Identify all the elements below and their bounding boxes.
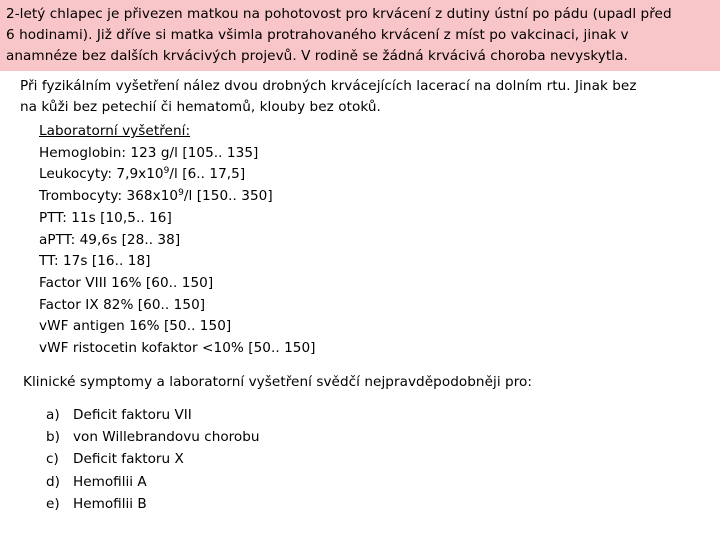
lab-tt: TT: 17s [16.. 18] (39, 253, 151, 270)
option-letter: e) (46, 495, 60, 512)
case-line-2: 6 hodinami). Již dříve si matka všimla protrahovaného krvácení z míst po vakcinaci, jinak v (6, 27, 629, 43)
case-description-box (0, 0, 720, 71)
lab-results (39, 121, 316, 360)
lab-leukocyty (39, 164, 316, 186)
option-letter: d) (46, 473, 60, 490)
lab-leukocyty-range: /l [6.. 17,5] (169, 166, 246, 183)
lab-trombocyty-value: Trombocyty: 368x10 (39, 188, 179, 205)
option-e (46, 493, 259, 515)
exam-line-1: Při fyzikálním vyšetření nález dvou drobných krvácejících lacerací na dolním rtu. Jinak bez (20, 78, 637, 94)
physical-exam-text (20, 76, 637, 118)
question-text: Klinické symptomy a laboratorní vyšetření svědčí nejpravděpodobněji pro: (23, 374, 533, 390)
lab-trombocyty-range: /l [150.. 350] (183, 188, 273, 205)
lab-trombocyty (39, 186, 316, 208)
option-b (46, 426, 259, 448)
option-text: Deficit faktoru X (73, 451, 184, 468)
option-text: Deficit faktoru VII (73, 407, 192, 423)
lab-aptt: aPTT: 49,6s [28.. 38] (39, 231, 181, 248)
lab-factor-viii: Factor VIII 16% [60.. 150] (39, 274, 214, 291)
lab-ptt: PTT: 11s [10,5.. 16] (39, 209, 172, 226)
lab-results-title: Laboratorní vyšetření: (39, 123, 191, 139)
option-text: Hemofilii B (73, 495, 147, 512)
option-text: von Willebrandovu chorobu (73, 429, 260, 446)
option-c (46, 448, 259, 470)
lab-hemoglobin: Hemoglobin: 123 g/l [105.. 135] (39, 144, 259, 161)
lab-leukocyty-exponent: 9 (163, 166, 170, 177)
answer-options (46, 404, 259, 515)
lab-factor-ix: Factor IX 82% [60.. 150] (39, 296, 206, 313)
lab-vwf-antigen: vWF antigen 16% [50.. 150] (39, 318, 232, 335)
option-d (46, 471, 259, 493)
option-a (46, 404, 259, 426)
lab-trombocyty-exponent: 9 (178, 188, 184, 199)
option-text: Hemofilii A (73, 473, 147, 490)
case-line-3: anamnéze bez dalších krvácivých projevů. V rodině se žádná krvácivá choroba nevyskytla. (6, 48, 628, 64)
exam-line-2: na kůži bez petechií či hematomů, klouby bez otoků. (20, 99, 381, 115)
case-line-1: 2-letý chlapec je přivezen matkou na pohotovost pro krvácení z dutiny ústní po pádu (upadl před (6, 6, 672, 22)
option-letter: c) (46, 451, 59, 468)
option-letter: b) (46, 429, 60, 446)
lab-vwf-ristocetin: vWF ristocetin kofaktor <10% [50.. 150] (39, 340, 316, 357)
lab-leukocyty-value: Leukocyty: 7,9x10 (39, 166, 164, 183)
option-letter: a) (46, 407, 60, 423)
